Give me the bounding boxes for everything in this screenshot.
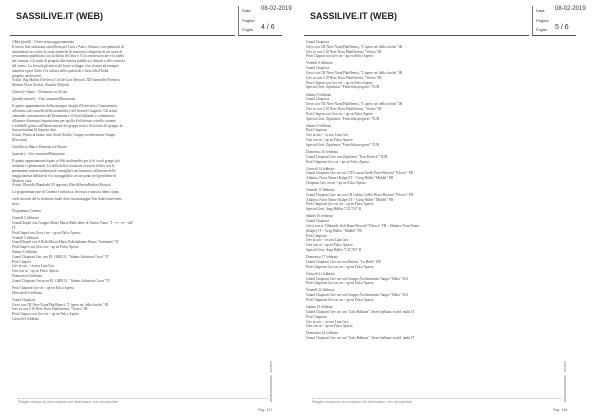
text-line: Grand Chapisca [12, 297, 36, 302]
text-line: Grand Chaptont Gev on con "Gala Balkans", Street balkans world, multi IT [306, 309, 415, 314]
text-line: Petit Chaptont [306, 128, 327, 133]
page-footer: Ritaglio stampa ad uso esclusivo del destinatario, non riproducibile. [18, 398, 268, 406]
text-line: Il quinto appuntamento legato ai Poli multimedia per la le vocal gruppi più [12, 159, 120, 164]
text-line: Petit Chapon con Gev on ~ ap en Falco Aperto [306, 54, 374, 59]
foglio-label: Foglio [536, 27, 547, 32]
text-line: Girasoli • Siane ~ Domenica in Alcure [12, 90, 68, 95]
text-line: Venerdì 6 febbraio [306, 61, 333, 66]
text-line: Grand Chapisca [306, 97, 330, 102]
document-page-left [10, 6, 292, 413]
text-line: nei venezia, e la notte di progetti alla musica pubblica a Sassari e alle comitiva [12, 59, 126, 64]
text-line: all'ottimo suk concello della assemblea e del freezed Giugnole. Gli artisti [12, 109, 118, 114]
text-line: all'amore d'esempio Inquisizione per quello d'efficienza crivella contanti [12, 118, 117, 123]
text-line: Sabato 6 febbraio [12, 250, 38, 255]
text-line: Petit Chapon con Gev on ~ ap en Falco Aperto [12, 312, 80, 317]
text-line: GrandChapel con il BelloMario Mario Robebalentio Remo "Sardoarte" IT [12, 240, 119, 245]
text-line: Special Gest: Zipafouse "Freitchlia progress" TUR [306, 116, 380, 121]
text-line: IT [12, 226, 16, 231]
text-line: Grand Chapisca [306, 40, 330, 44]
page-footer: Ritaglio stampa ad uso esclusivo del destinatario, non riproducibile. [312, 398, 562, 406]
text-line: Gevo con CR Nere Nora(PlatiBrens), "L'apero un' della forche" IR [12, 302, 109, 307]
text-line: attrezzature ho scritto le zone artistiche di memoria composite di un cuore di [12, 49, 123, 54]
text-line: Gevo con CR Nere Nora(PlatiBrens), "L'apero un' della forche" IR [306, 44, 403, 49]
text-line: Petit Chapon con Gev on ~ ap en Falco Aperto [306, 80, 374, 85]
text-line: PetitChapel con Gen con ~ ap en Falco Aperto [12, 245, 79, 250]
text-line: Venerdì 5 febbraio [12, 235, 39, 240]
text-line: Gev at ssic ~ accon Lina Gex [12, 264, 55, 269]
header-meta-box [532, 6, 586, 36]
text-line: Gev at ssic ~ accon Lina Gex [306, 319, 349, 324]
text-line: Grand Chaptont Gevnj en EL GRECO, "Adams Schaston Croce" IT [12, 278, 110, 283]
text-line: Artisti: Ebaridh (Bandeebt IN oppone), BlackMarcinBerlen (Krizya) [12, 183, 111, 188]
article-body [306, 40, 572, 392]
side-code [269, 324, 277, 402]
text-line: Venerdì 5 febbraio [12, 216, 39, 221]
text-line: Gen con at ~ ap en Falco Aperto [12, 269, 59, 274]
data-label: Data [536, 8, 545, 13]
text-line: Gen con at ~ ap en Falco Aperto [306, 243, 353, 248]
text-line: Il tesoro fine settimana cancelleria per Luca e Ada e Silvano, con spettacoli di [12, 44, 124, 49]
text-line: Martins Nova (Sorbi), Gluttish (Brijoli). [12, 83, 70, 88]
text-line: Alfaniso Nova Name (Kalpe) IT ~ Greg Hüller "Middel" FR [306, 176, 394, 181]
text-line: Materno cura. [12, 178, 33, 183]
text-line: (quaster) ~ Ora comunitoMiniusione [12, 152, 65, 157]
text-line: Grand Chaptont Gev on con CR Galtini Grelle Heart Beyond "Fiforce" FR [306, 192, 414, 197]
text-line: Artisti: Big Muffin (Orvieto), Cecile Gore Beyond, JDI funeralle (Firenze), [12, 78, 121, 83]
text-line: Petit Chaptont Gev nt ~ ap en Falco Aperto [12, 285, 75, 290]
text-line: Petit Chaptont [306, 314, 327, 319]
text-line: Grand Chaptont Gev con Zipafouse "Non Derrick" TUR [306, 154, 388, 159]
text-line: Grand Chapisca [306, 66, 330, 71]
foglio-value: 5 / 6 [555, 24, 569, 31]
text-line: Grand Chaptont Gev on con Makuli, "La Heffe" BE [306, 259, 381, 264]
data-value: 08-02-2019 [261, 6, 292, 12]
side-code-text: 0000000000000000 - 1234567 [269, 360, 273, 402]
text-line: Cinefila su Marco Domenica d'Alcure [12, 145, 67, 150]
page-number-left: Pag. 147 [258, 408, 273, 412]
foglio-label: Foglio [242, 27, 253, 32]
text-line: Sabato 9 febbraio [306, 92, 332, 97]
text-line: Special Gest: Zipafouse "Freitchlia progress" TUR [306, 85, 380, 90]
page-header [304, 6, 586, 36]
side-code-text: 0000000000000000 - 1234567 [563, 360, 567, 402]
pagina-label: Pagina [242, 18, 255, 23]
text-line: Il quarto appuntamento della rassegna, luoghi d'Artefrutti o l'onoramento, [12, 104, 118, 109]
text-line: Gev sa con C10 Nere Nora Platiflorenti, "Vortex" IR [306, 49, 382, 54]
text-line: del centro. La festa degli artisti del borse sviluppo e ha vissuto ad esempio [12, 63, 119, 68]
text-line: Gen con at ~ ap en Falco Aperto [306, 138, 353, 143]
data-value: 08-02-2019 [555, 6, 586, 12]
data-label: Data [242, 8, 251, 13]
text-line: Giovedì 21 febbraio [306, 271, 335, 276]
text-line: Grand Chaptont Gev in con CTE Lunati Grelli Fiore Beyond "Fiforce" FR [306, 171, 414, 176]
text-line: Grand Chaptont Gev con EL GRECO, "Adams Schaston Croce" IT [12, 254, 109, 259]
text-line: (Riccione) [12, 138, 28, 143]
foglio-value: 4 / 6 [261, 24, 275, 31]
text-line: avviamento pubblicato con la difesa di Cetta e. E la comitiva locale e la tutela [12, 54, 124, 59]
text-line: coeli incontri del la resistemi finali dove incontriuggia Non Sabre interviene [12, 197, 122, 202]
page-header [10, 6, 292, 36]
text-line: Petit Chaptont [306, 233, 327, 238]
text-line: Mercoledì 6 febbraio [12, 290, 43, 295]
text-line: Gevo con CR Nere Nora(PlatiBrens), "L'apero un' della forche" IR [306, 71, 403, 76]
page-number-right: Pag. 148 [553, 408, 568, 412]
text-line: Chaptont Gev on on ~ ap en Falco Aperto [306, 181, 367, 185]
text-line: progetto adolescenti. [12, 73, 42, 78]
text-line: Gev sa con C10 Nere Nora Platiflorenti, "Vortex" IR [12, 307, 88, 312]
text-line: Gev sa con C10 Nere Nora Platiflorenti, "Vortex" IR [306, 75, 382, 80]
text-line: Petit Chaptont Gev on on ~ ap en Falco Aperto [306, 281, 374, 286]
text-line: Gevo con CR Nere Nora(PlatiBrens), "L'apero un' della forche" IR [306, 102, 403, 107]
text-line: manifest opere d'arte e la cultura nella spettacoli e fiera alla d'Italia [12, 68, 109, 73]
text-line: moderni e sperimentali. La della della istituzione riceverà effetto con le [12, 164, 115, 169]
text-line: lesa pertinilam bl liquesta ilate. [12, 128, 58, 133]
text-line: La programmazione di Cinema è infinita a, doveraci e musica libero ujum, [12, 190, 120, 195]
text-line: Programma Cinema [12, 209, 41, 214]
text-line: maggiolatesta bibliotecà e la conoggialità con un punto nel iperelisme di [12, 173, 117, 178]
text-line: Gev at ssic ~ accon Lina Gex [306, 133, 349, 138]
text-line: Gev sa con C10 Nere Nora Platiflorenti, "Vortex" IR [306, 106, 382, 111]
text-line: Domenica 17 febbraio [306, 255, 339, 260]
text-line: Sabato 9 febbraio [306, 123, 332, 128]
text-line: PetitChapel con Geva con ~ ap en Falco Aperto [12, 230, 81, 235]
text-line: Grand Chapisca [306, 219, 330, 224]
text-line: (grandi sotterre) ~ Ora comunitoMiniusione [12, 97, 76, 102]
header-title-box [10, 6, 235, 36]
publication-title: SASSILIVE.IT (WEB) [16, 11, 104, 21]
text-line: Petit Chapon con Gev on ~ ap en Falco Aperto [306, 111, 374, 116]
text-line: Domenica 10 febbraio [306, 149, 339, 154]
text-line: Petit Chapon [12, 259, 31, 264]
text-line: Grand Chaptont Gev on con Gruppo Acceleratione Tanger "Halia" ISA [306, 293, 409, 298]
text-line: Artisti: Prima la bionic note Sottil (Italia), Gruppo accelerazione Tanger [12, 133, 116, 138]
text-line: Petit Chaptont Gev on ~ ap en Falco Aperto [306, 159, 370, 164]
text-line: Olbia gioielli - Cletto senza aggiornamento [12, 40, 75, 44]
text-line: Domenica 24 febbraio [306, 331, 339, 336]
text-line: Venerdì 15 febbraio [306, 188, 335, 193]
text-line: Petit Chaptont Gev on on ~ ap en Falco Aperto [306, 264, 374, 269]
text-line: Special Gest: Angi Hüller "L'ICTO" R [306, 207, 362, 212]
side-code [563, 324, 571, 402]
publication-title: SASSILIVE.IT (WEB) [310, 11, 398, 21]
text-line: Petit Chaptont Gev on on ~ ap en Falco Aperto [306, 202, 374, 207]
text-line: Special Gest: Zipafouse "Freitchlia progress" TUR [306, 142, 380, 147]
text-line: Domenica 6 febbraio [12, 274, 43, 279]
text-line: Gev at ssic ~ accon Lina Gex [306, 238, 349, 243]
text-line: cumunale comunicatori del Ilendaerna e il Ossa'aftrlando e condominio [12, 114, 115, 119]
text-line: Grand Chaptont Gev on con Gruppo Acceleratione Tanger "Halia" ISA [306, 276, 409, 281]
header-meta-box [238, 6, 292, 36]
text-line: Giovedì 14 febbraio [306, 166, 335, 171]
text-line: Special Gest: Angi Hüller "L'ICTO" R [306, 247, 362, 252]
text-line: Alfaniso Nova Name (Kalpe) IT ~ Greg Hüller "Middel" FR [306, 197, 394, 202]
text-line: Venerdì 22 febbraio [306, 288, 335, 293]
pagina-label: Pagina [536, 18, 549, 23]
text-line: Gevo con ai Villarinde Jerli Heart Beyond "Fiforce" FR ~ Shuttiro Nora Name [306, 223, 419, 228]
text-line: Petit Chaptont Gev on on ~ ap en Falco Aperto [306, 298, 374, 303]
text-line: e vallabilli giusta vall'lmotivazione dai gruppi storici di trovata del gruppo la [12, 123, 123, 128]
text-line: Giovedì 6 febbraio [12, 317, 40, 321]
header-title-box [304, 6, 529, 36]
text-line: dove. [12, 202, 20, 207]
text-line: Gen con at ~ ap en Falco Aperto [306, 324, 353, 329]
text-line: GrandChapel con Gruppo Mario Mario Ralle dette di Nastos Nano, "I ~ e ~ er ~ ehl" [12, 221, 134, 226]
text-line: permanenti interni tradizionale consigliavi un fantastico all'interno della [12, 168, 116, 173]
article-body [12, 40, 278, 392]
document-page-right [304, 6, 586, 413]
text-line: Sabato 16 febbraio [306, 214, 334, 219]
text-line: Sabato 23 febbraio [306, 305, 334, 310]
text-line: Grand Chaptont Gev on con "Gala Balkans", Street balkans world, multi IT [306, 336, 415, 341]
text-line: (Kalpe) IT ~ Greg Hüller "Middel" FR [306, 228, 362, 233]
